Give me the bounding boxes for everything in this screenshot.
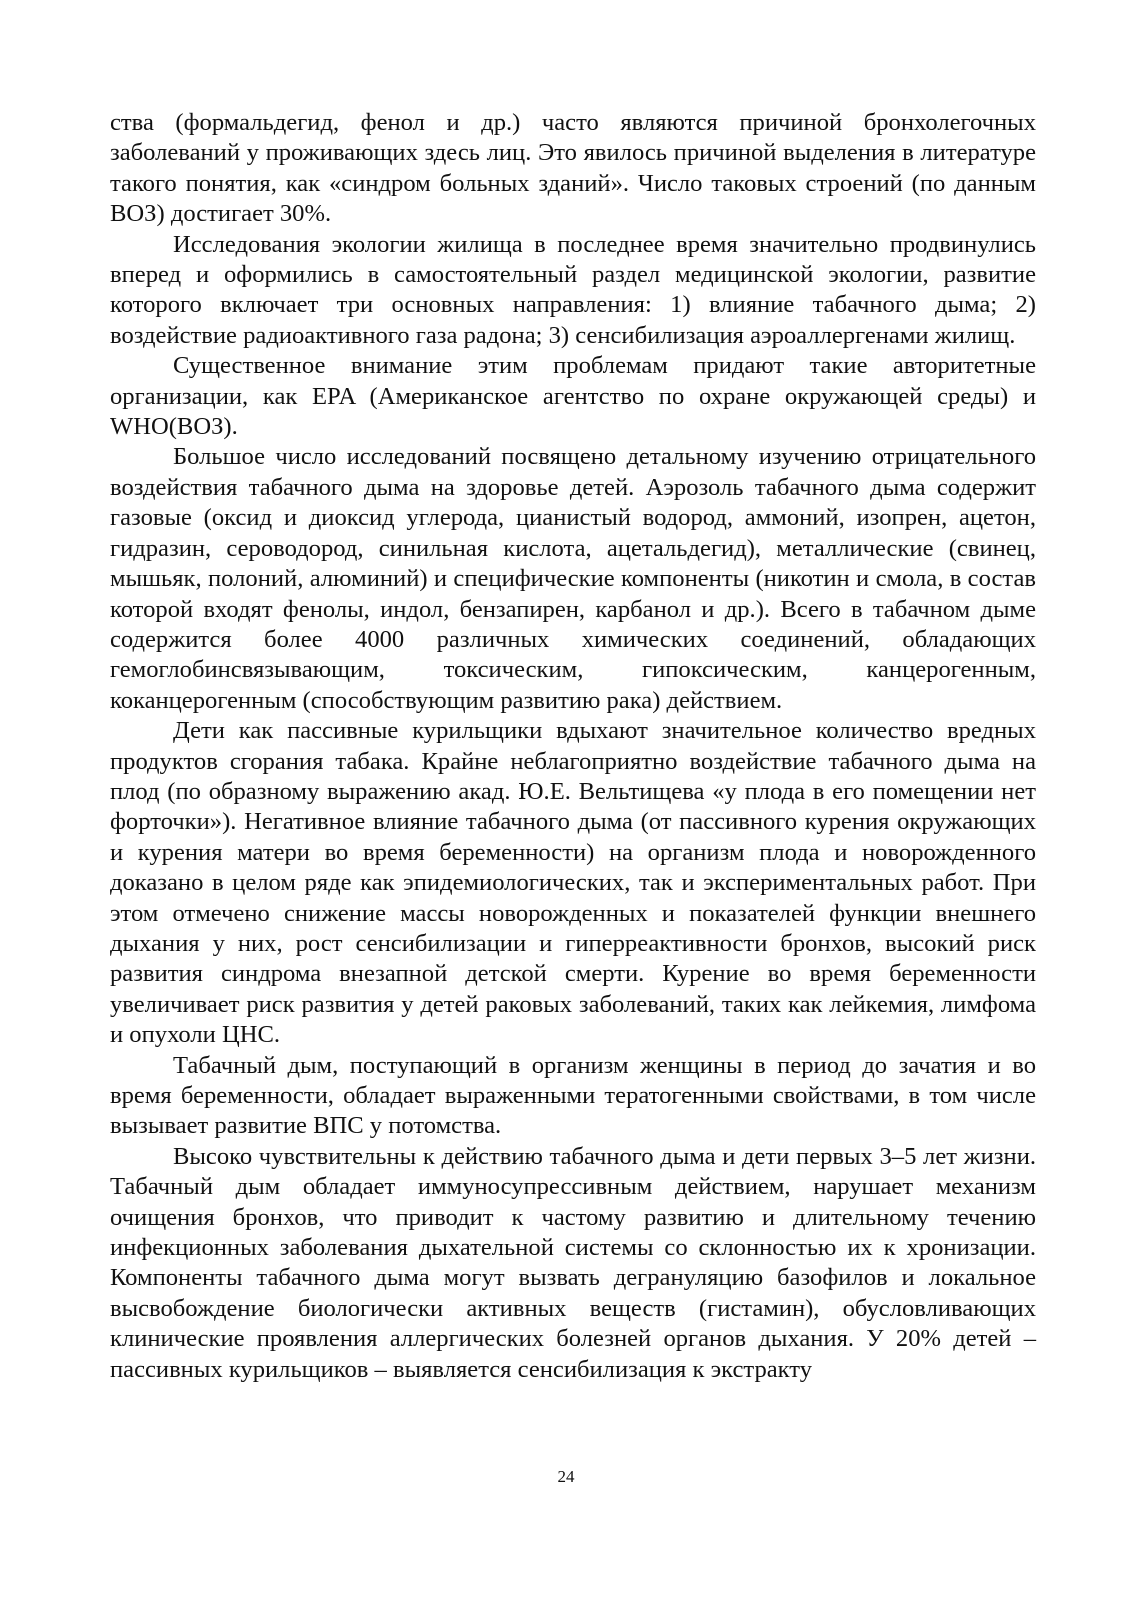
paragraph-early-childhood: Высоко чувствительны к действию табачного дыма и дети первых 3–5 лет жизни. Табачный дым обладает иммуносупрессивным действием, нарушает механизм очищения бронхов, что приводит к частому развитию и длительному течению инфекционных заболевания дыхательной системы со склонностью их к хронизации. Компоненты табачного дыма могут вызвать дегрануляцию базофилов и локальное высвобождение биологически активных веществ (гистамин), обусловливающих клинические проявления аллергических болезней органов дыхания. У 20% детей – пассивных курильщиков – выявляется сенсибилизация к экстракту [110,1142,1036,1383]
paragraph-passive-smokers: Дети как пассивные курильщики вдыхают значительное количество вредных продуктов сгорания табака. Крайне неблагоприятно воздействие табачного дыма на плод (по образному выражению акад. Ю.Е. Вельтищева «у плода в его помещении нет форточки»). Негативное влияние табачного дыма (от пассивного курения окружающих и курения матери во время беременности) на организм плода и новорожденного доказано в целом ряде как эпидемиологических, так и экспериментальных работ. При этом отмечено снижение массы новорожденных и показателей функции внешнего дыхания у них, рост сенсибилизации и гиперреактивности бронхов, высокий риск развития синдрома внезапной детской смерти. Курение во время беременности увеличивает риск развития у детей раковых заболеваний, таких как лейкемия, лимфома и опухоли ЦНС. [110,717,1036,1049]
paragraph-organizations: Существенное внимание этим проблемам придают такие авторитетные организации, как EPA (Американское агентство по охране окружающей среды) и WHO(ВОЗ). [110,352,1036,441]
page-number: 24 [557,1467,575,1486]
paragraph-housing-ecology: Исследования экологии жилища в последнее время значительно продвинулись вперед и оформились в самостоятельный раздел медицинской экологии, развитие которого включает три основных направления: 1) влияние табачного дыма; 2) воздействие радиоактивного газа радона; 3) сенсибилизация аэроаллергенами жилищ. [110,230,1036,349]
document-body [110,108,1036,1385]
paragraph-tobacco-aerosol: Большое число исследований посвящено детальному изучению отрицательного воздействия табачного дыма на здоровье детей. Аэрозоль табачного дыма содержит газовые (оксид и диоксид углерода, цианистый водород, аммоний, изопрен, ацетон, гидразин, сероводород, синильная кислота, ацетальдегид), металлические (свинец, мышьяк, полоний, алюминий) и специфические компоненты (никотин и смола, в состав которой входят фенолы, индол, бензапирен, карбанол и др.). Всего в табачном дыме содержится более 4000 различных химических соединений, обладающих гемоглобинсвязывающим, токсическим, гипоксическим, канцерогенным, коканцерогенным (способствующим развитию рака) действием. [110,443,1036,714]
paragraph-teratogenic: Табачный дым, поступающий в организм женщины в период до зачатия и во время беременности, обладает выраженными тератогенными свойствами, в том числе вызывает развитие ВПС у потомства. [110,1051,1036,1140]
paragraph-continuation: ства (формальдегид, фенол и др.) часто являются причиной бронхолегочных заболеваний у проживающих здесь лиц. Это явилось причиной выделения в литературе такого понятия, как «синдром больных зданий». Число таковых строений (по данным ВОЗ) достигает 30%. [110,109,1036,228]
